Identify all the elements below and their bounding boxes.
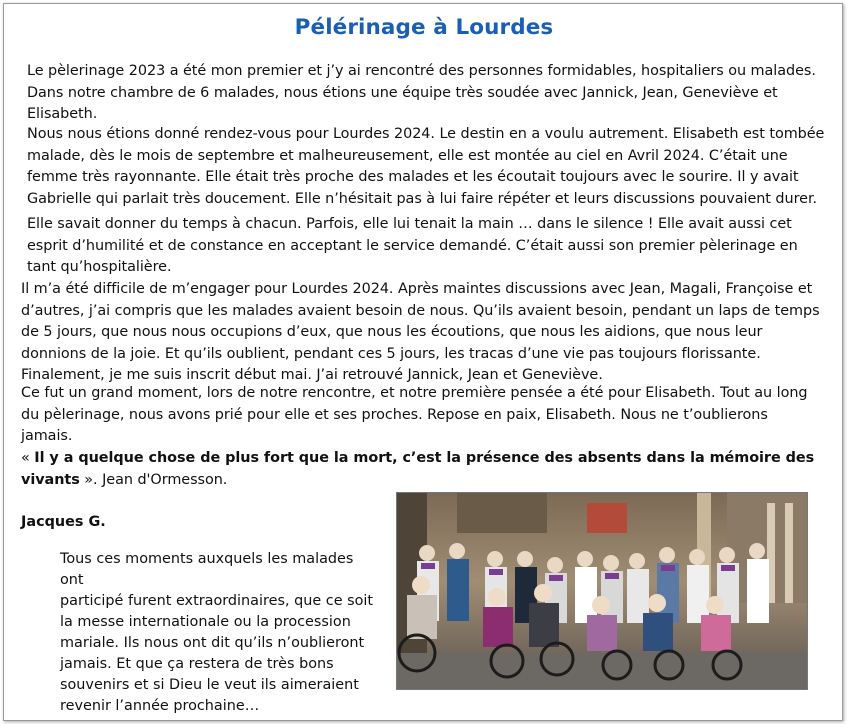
quote-bold-line1: Il y a quelque chose de plus fort que la mort, c’est la présence des absents dans la mémoire des <box>34 450 815 466</box>
group-photo-illustration <box>397 493 807 689</box>
paragraph-commitment: Il m’a été difficile de m’engager pour Lourdes 2024. Après maintes discussions avec Jean, Magali, Françoise et d’autres, j’ai compris que les malades avaient besoin de nous. Qu’ils avaient besoin, pendant un laps de temps de 5 jours, que nous nous occupions d’eux, que nous les écoutions, que nous les aidions, que nous leur donnions de la joie. Et qu’ils oublient, pendant ces 5 jours, les tracas d’une vie pas toujours florissante. Finalement, je me suis inscrit début mai. J’ai retrouvé Jannick, Jean et Geneviève. <box>21 281 820 384</box>
page-title: Pélérinage à Lourdes <box>294 15 554 40</box>
group-photo <box>396 492 808 690</box>
paragraph-humility: Elle savait donner du temps à chacun. Parfois, elle lui tenait la main … dans le silence ! Elle avait aussi cet esprit d’humilité et de constance en acceptant le service demandé. C’était aussi son premier pèlerinage en tant qu’hospitalière. <box>27 216 798 276</box>
paragraph-intro: Le pèlerinage 2023 a été mon premier et j’y ai rencontré des personnes formidables, hospitaliers ou malades. Dans notre chambre de 6 malades, nous étions une équipe très soudée avec Jannick, Jean, Geneviève et Elisabeth. <box>27 63 816 123</box>
photo-caption: Tous ces moments auxquels les malades ont participé furent extraordinaires, que ce soit la messe internationale ou la procession mariale. Ils nous ont dit qu’ils n’oublieront jamais. Et que ça restera de très bons souvenirs et si Dieu le veut ils aimeraient revenir l’année prochaine… <box>60 551 374 714</box>
paragraph-elisabeth: Nous nous étions donné rendez-vous pour Lourdes 2024. Le destin en a voulu autrement. Elisabeth est tombée malade, dès le mois de septembre et malheureusement, elle est montée au ciel en Avril 2024. C’était une femme très rayonnante. Elle était très proche des malades et les écoutait toujours avec le sourire. Il y avait Gabrielle qui parlait très doucement. Elle n’hésitait pas à lui faire répéter et leurs discussions pouvaient durer. <box>27 126 825 207</box>
paragraph-meeting: Ce fut un grand moment, lors de notre rencontre, et notre première pensée a été pour Elisabeth. Tout au long du pèlerinage, nous avons prié pour elle et ses proches. Repose en paix, Elisabeth. Nous ne t’oublierons jamais. <box>21 385 808 445</box>
quote-bold-line2: vivants <box>21 471 80 488</box>
quote-paragraph <box>21 448 827 491</box>
author-signature: Jacques G. <box>21 514 106 530</box>
quote-open: « <box>21 450 35 466</box>
quote-attribution: ». Jean d'Ormesson. <box>79 471 228 488</box>
